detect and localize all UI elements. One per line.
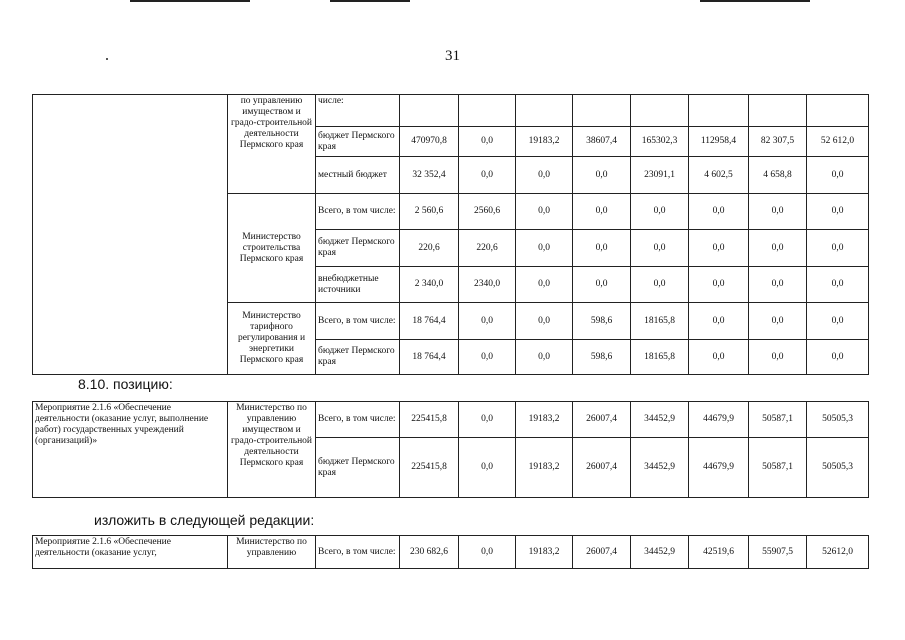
source-cell: Всего, в том числе: bbox=[316, 194, 400, 230]
value-cell: 26007,4 bbox=[573, 438, 631, 498]
value-cell: 18 764,4 bbox=[400, 303, 459, 340]
value-cell: 4 658,8 bbox=[749, 157, 807, 194]
table-continuation bbox=[32, 94, 869, 375]
scan-edge bbox=[330, 0, 410, 2]
value-cell: 0,0 bbox=[573, 157, 631, 194]
value-cell: 0,0 bbox=[631, 194, 689, 230]
value-cell: 0,0 bbox=[573, 194, 631, 230]
value-cell: 0,0 bbox=[689, 340, 749, 375]
value-cell: 0,0 bbox=[689, 303, 749, 340]
source-cell: Всего, в том числе: bbox=[316, 536, 400, 569]
value-cell: 50505,3 bbox=[807, 438, 869, 498]
value-cell: 112958,4 bbox=[689, 127, 749, 157]
value-cell: 2 560,6 bbox=[400, 194, 459, 230]
value-cell: 0,0 bbox=[749, 267, 807, 303]
value-cell: 220,6 bbox=[400, 230, 459, 267]
value-cell: 598,6 bbox=[573, 340, 631, 375]
value-cell: 26007,4 bbox=[573, 536, 631, 569]
value-cell: 0,0 bbox=[516, 230, 573, 267]
value-cell: 34452,9 bbox=[631, 438, 689, 498]
value-cell: 0,0 bbox=[459, 340, 516, 375]
table-row bbox=[33, 402, 869, 438]
value-cell: 0,0 bbox=[516, 340, 573, 375]
value-cell: 0,0 bbox=[689, 230, 749, 267]
event-cell: Мероприятие 2.1.6 «Обеспечение деятельности (оказание услуг, bbox=[33, 536, 228, 569]
source-cell: бюджет Пермского края bbox=[316, 127, 400, 157]
value-cell: 0,0 bbox=[459, 303, 516, 340]
value-cell: 19183,2 bbox=[516, 438, 573, 498]
table-row bbox=[33, 536, 869, 569]
value-cell: 42519,6 bbox=[689, 536, 749, 569]
value-cell: 0,0 bbox=[459, 127, 516, 157]
org-cell: Министерство по управлению bbox=[228, 536, 316, 569]
value-cell: 26007,4 bbox=[573, 402, 631, 438]
value-cell: 165302,3 bbox=[631, 127, 689, 157]
value-cell bbox=[400, 95, 459, 127]
value-cell: 0,0 bbox=[749, 340, 807, 375]
value-cell: 0,0 bbox=[631, 267, 689, 303]
value-cell: 34452,9 bbox=[631, 402, 689, 438]
value-cell: 0,0 bbox=[573, 267, 631, 303]
event-cell-empty bbox=[33, 95, 228, 375]
value-cell: 18165,8 bbox=[631, 340, 689, 375]
value-cell: 225415,8 bbox=[400, 438, 459, 498]
value-cell: 2560,6 bbox=[459, 194, 516, 230]
value-cell: 19183,2 bbox=[516, 536, 573, 569]
org-cell: Министерство тарифного регулирования и энергетики Пермского края bbox=[228, 303, 316, 375]
org-cell: Министерство по управлению имуществом и градо-строительной деятельности Пермского края bbox=[228, 402, 316, 498]
value-cell: 34452,9 bbox=[631, 536, 689, 569]
table-position bbox=[32, 401, 869, 498]
value-cell: 0,0 bbox=[689, 267, 749, 303]
value-cell: 0,0 bbox=[807, 267, 869, 303]
value-cell: 0,0 bbox=[516, 267, 573, 303]
value-cell: 0,0 bbox=[689, 194, 749, 230]
value-cell: 23091,1 bbox=[631, 157, 689, 194]
source-cell: Всего, в том числе: bbox=[316, 402, 400, 438]
scan-edge bbox=[700, 0, 810, 2]
value-cell: 50587,1 bbox=[749, 438, 807, 498]
source-cell: числе: bbox=[316, 95, 400, 127]
source-cell: местный бюджет bbox=[316, 157, 400, 194]
value-cell: 598,6 bbox=[573, 303, 631, 340]
source-cell: внебюджетные источники bbox=[316, 267, 400, 303]
value-cell: 50587,1 bbox=[749, 402, 807, 438]
value-cell: 50505,3 bbox=[807, 402, 869, 438]
page-number: 31 bbox=[445, 48, 460, 64]
scan-edge bbox=[130, 0, 250, 2]
value-cell bbox=[459, 95, 516, 127]
section-heading: изложить в следующей редакции: bbox=[94, 512, 315, 528]
value-cell: 18 764,4 bbox=[400, 340, 459, 375]
value-cell bbox=[689, 95, 749, 127]
value-cell: 0,0 bbox=[807, 303, 869, 340]
org-cell: Министерство строительства Пермского края bbox=[228, 194, 316, 303]
event-cell: Мероприятие 2.1.6 «Обеспечение деятельности (оказание услуг, выполнение работ) государственных учреждений (организаций)» bbox=[33, 402, 228, 498]
value-cell: 0,0 bbox=[807, 194, 869, 230]
value-cell: 225415,8 bbox=[400, 402, 459, 438]
value-cell: 0,0 bbox=[459, 536, 516, 569]
value-cell bbox=[807, 95, 869, 127]
value-cell: 18165,8 bbox=[631, 303, 689, 340]
value-cell: 0,0 bbox=[807, 230, 869, 267]
value-cell: 230 682,6 bbox=[400, 536, 459, 569]
value-cell: 2 340,0 bbox=[400, 267, 459, 303]
value-cell: 0,0 bbox=[516, 157, 573, 194]
value-cell: 470970,8 bbox=[400, 127, 459, 157]
value-cell: 0,0 bbox=[459, 157, 516, 194]
value-cell: 4 602,5 bbox=[689, 157, 749, 194]
value-cell: 220,6 bbox=[459, 230, 516, 267]
source-cell: бюджет Пермского края bbox=[316, 340, 400, 375]
value-cell: 0,0 bbox=[807, 340, 869, 375]
table-row bbox=[33, 95, 869, 127]
value-cell bbox=[631, 95, 689, 127]
value-cell: 0,0 bbox=[516, 194, 573, 230]
value-cell: 52612,0 bbox=[807, 536, 869, 569]
value-cell: 44679,9 bbox=[689, 402, 749, 438]
value-cell: 0,0 bbox=[631, 230, 689, 267]
value-cell: 0,0 bbox=[516, 303, 573, 340]
value-cell bbox=[573, 95, 631, 127]
value-cell: 82 307,5 bbox=[749, 127, 807, 157]
value-cell: 19183,2 bbox=[516, 127, 573, 157]
value-cell: 2340,0 bbox=[459, 267, 516, 303]
value-cell: 38607,4 bbox=[573, 127, 631, 157]
scan-dot bbox=[106, 58, 108, 60]
value-cell: 19183,2 bbox=[516, 402, 573, 438]
value-cell: 0,0 bbox=[459, 438, 516, 498]
value-cell: 0,0 bbox=[749, 194, 807, 230]
source-cell: бюджет Пермского края bbox=[316, 230, 400, 267]
source-cell: бюджет Пермского края bbox=[316, 438, 400, 498]
value-cell: 0,0 bbox=[807, 157, 869, 194]
value-cell: 0,0 bbox=[459, 402, 516, 438]
table-new-edition bbox=[32, 535, 869, 569]
org-cell: по управлению имуществом и градо-строительной деятельности Пермского края bbox=[228, 95, 316, 194]
value-cell: 0,0 bbox=[573, 230, 631, 267]
section-heading: 8.10. позицию: bbox=[78, 376, 173, 392]
value-cell: 0,0 bbox=[749, 303, 807, 340]
value-cell: 0,0 bbox=[749, 230, 807, 267]
source-cell: Всего, в том числе: bbox=[316, 303, 400, 340]
value-cell bbox=[749, 95, 807, 127]
value-cell: 55907,5 bbox=[749, 536, 807, 569]
value-cell: 44679,9 bbox=[689, 438, 749, 498]
value-cell: 52 612,0 bbox=[807, 127, 869, 157]
value-cell: 32 352,4 bbox=[400, 157, 459, 194]
value-cell bbox=[516, 95, 573, 127]
